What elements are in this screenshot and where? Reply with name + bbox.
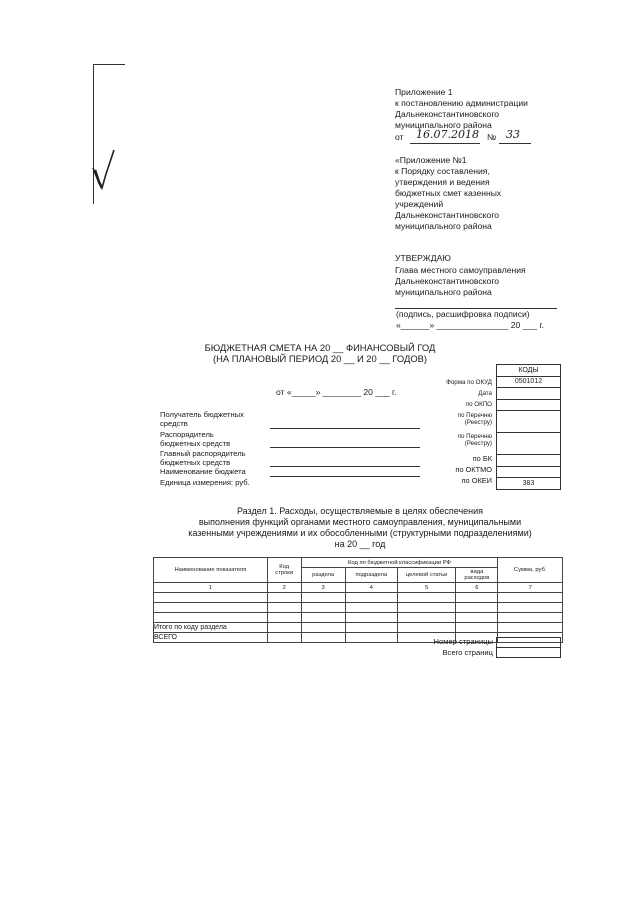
- total-all-label: ВСЕГО: [154, 633, 268, 643]
- recipient-line[interactable]: [270, 428, 420, 429]
- col-num-6: 6: [456, 583, 498, 593]
- col-razdel-header: раздела: [301, 568, 345, 583]
- col-num-2: 2: [267, 583, 301, 593]
- appendix1-line1: Приложение 1: [395, 87, 453, 97]
- col-num-3: 3: [301, 583, 345, 593]
- appendix1-number-prefix: №: [487, 132, 497, 142]
- table-row[interactable]: [154, 593, 563, 603]
- appendix1-line2: к постановлению администрации: [395, 98, 528, 108]
- col-vid-a: вида: [470, 569, 484, 575]
- bk-code-cell[interactable]: [497, 455, 561, 467]
- col-num-1: 1: [154, 583, 268, 593]
- bk-label: по БК: [472, 454, 492, 463]
- okud-label: Форма по ОКУД: [446, 379, 492, 386]
- recipient-label-b: средств: [160, 419, 188, 428]
- quote-line5: учреждений: [395, 199, 444, 209]
- col-bk-header: Код по бюджетной классификации РФ: [301, 558, 498, 568]
- section-line2: выполнения функций органами местного самоуправления, муниципальными: [198, 517, 522, 527]
- reestr1-code-cell[interactable]: [497, 411, 561, 433]
- quote-line7: муниципального района: [395, 221, 492, 231]
- check-mark-icon: [90, 148, 116, 194]
- section-line4: на 20 __ год: [334, 539, 386, 549]
- quote-line2: к Порядку составления,: [395, 166, 490, 176]
- appendix1-date-prefix: от: [395, 132, 404, 142]
- okei-label: по ОКЕИ: [461, 476, 492, 485]
- col-sum-header: Сумма, руб.: [498, 558, 563, 583]
- budget-name-line[interactable]: [270, 476, 420, 477]
- approve-date-line: «______» _______________ 20 ___ г.: [396, 320, 544, 330]
- codes-header: КОДЫ: [497, 365, 561, 377]
- page-number-label: Номер страницы: [433, 637, 493, 646]
- total-section-label: Итого по коду раздела: [154, 623, 268, 633]
- col-num-4: 4: [345, 583, 397, 593]
- okpo-label: по ОКПО: [465, 401, 492, 408]
- okpo-code-cell[interactable]: [497, 399, 561, 411]
- approve-heading: УТВЕРЖДАЮ: [395, 253, 451, 263]
- col-target-header: целевой статьи: [397, 568, 455, 583]
- manager-label-b: бюджетных средств: [160, 439, 231, 448]
- doc-title-line1: БЮДЖЕТНАЯ СМЕТА НА 20 __ ФИНАНСОВЫЙ ГОД: [204, 342, 436, 353]
- okei-value: 383: [497, 478, 561, 490]
- section-line3: казенными учреждениями и их обособленными (структурными подразделениями): [188, 528, 532, 538]
- col-num-7: 7: [498, 583, 563, 593]
- approve-line2: Дальнеконстантиновского: [395, 276, 500, 286]
- number-underline: [499, 143, 531, 144]
- oktmo-code-cell[interactable]: [497, 466, 561, 478]
- col-code-a: Код: [279, 564, 290, 570]
- col-code-b: строки: [275, 570, 294, 576]
- quote-line4: бюджетных смет казенных: [395, 188, 502, 198]
- oktmo-label: по ОКТМО: [455, 465, 492, 474]
- date-code-cell[interactable]: [497, 388, 561, 400]
- reestr1-label-b: (Реестру): [464, 419, 492, 426]
- col-num-5: 5: [397, 583, 455, 593]
- quote-line3: утверждения и ведения: [395, 177, 490, 187]
- table-row[interactable]: [154, 613, 563, 623]
- col-vid-header: [456, 568, 498, 583]
- doc-title-line2: (НА ПЛАНОВЫЙ ПЕРИОД 20 __ И 20 __ ГОДОВ): [213, 353, 427, 364]
- signature-caption: (подпись, расшифровка подписи): [396, 309, 530, 319]
- page-total-box[interactable]: [496, 647, 561, 658]
- expenses-table: [153, 557, 563, 643]
- date-underline: [410, 143, 480, 144]
- table-row[interactable]: [154, 603, 563, 613]
- chief-line[interactable]: [270, 466, 420, 467]
- budget-name-label: Наименование бюджета: [160, 467, 246, 476]
- manager-label-a: Распорядитель: [160, 430, 214, 439]
- appendix1-number-value: 33: [506, 128, 520, 141]
- okud-value: 0501012: [497, 376, 561, 388]
- quote-line6: Дальнеконстантиновского: [395, 210, 500, 220]
- approve-line1: Глава местного самоуправления: [395, 265, 526, 275]
- recipient-label-a: Получатель бюджетных: [160, 410, 244, 419]
- reestr2-label-a: по Перечню: [457, 433, 492, 440]
- codes-table: [496, 364, 561, 490]
- date-label: Дата: [478, 390, 492, 397]
- col-podrazdel-header: подраздела: [345, 568, 397, 583]
- margin-mark-top: [93, 64, 125, 65]
- reestr2-code-cell[interactable]: [497, 433, 561, 455]
- col-vid-b: расходов: [464, 575, 490, 581]
- approve-line3: муниципального района: [395, 287, 492, 297]
- appendix1-date-value: 16.07.2018: [416, 128, 479, 141]
- section-line1: Раздел 1. Расходы, осуществляемые в целях обеспечения: [236, 506, 484, 516]
- chief-label-a: Главный распорядитель: [160, 449, 246, 458]
- reestr1-label-a: по Перечню: [457, 412, 492, 419]
- col-name-header: Наименование показателя: [154, 558, 268, 583]
- manager-line[interactable]: [270, 447, 420, 448]
- page-total-label: Всего страниц: [442, 648, 493, 657]
- chief-label-b: бюджетных средств: [160, 458, 231, 467]
- quote-line1: «Приложение №1: [395, 155, 467, 165]
- col-code-header: [267, 558, 301, 583]
- date-from: от «_____» ________ 20 ___ г.: [276, 387, 397, 397]
- reestr2-label-b: (Реестру): [464, 440, 492, 447]
- unit-label: Единица измерения: руб.: [160, 478, 250, 487]
- appendix1-line4: муниципального района: [395, 120, 492, 130]
- appendix1-line3: Дальнеконстантиновского: [395, 109, 500, 119]
